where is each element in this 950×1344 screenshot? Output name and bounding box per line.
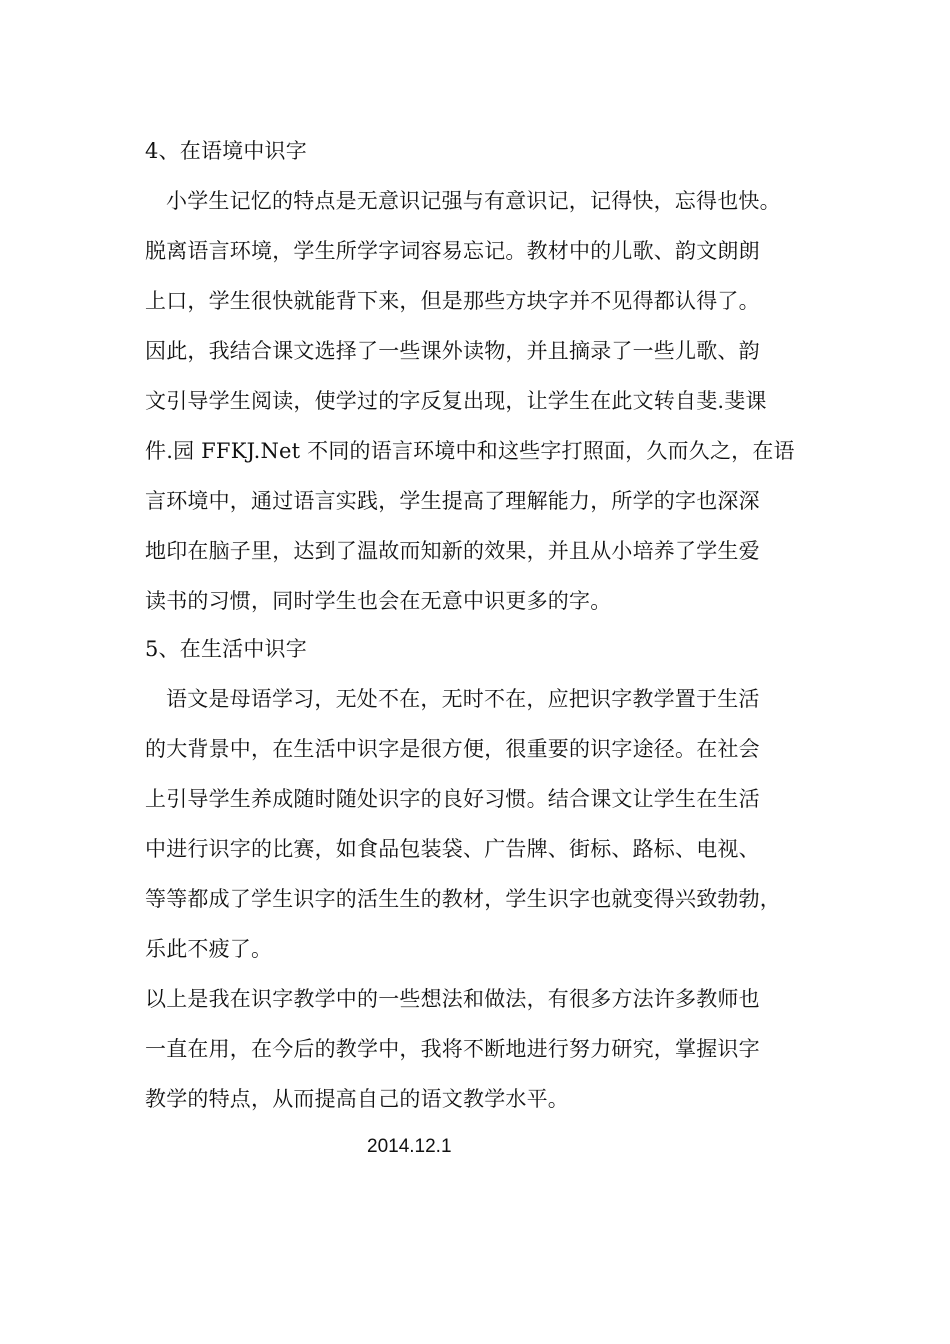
paragraph-line: 乐此不疲了。 — [145, 937, 273, 961]
paragraph-line: 地印在脑子里，达到了温故而知新的效果，并且从小培养了学生爱 — [145, 539, 760, 563]
paragraph-line: 语文是母语学习，无处不在，无时不在，应把识字教学置于生活 — [166, 687, 760, 711]
conclusion-line: 以上是我在识字教学中的一些想法和做法，有很多方法许多教师也 — [145, 987, 760, 1011]
section-heading-5: 5、在生活中识字 — [145, 637, 307, 661]
document-date: 2014.12.1 — [367, 1136, 452, 1157]
paragraph-line: 言环境中，通过语言实践，学生提高了理解能力，所学的字也深深 — [145, 489, 760, 513]
paragraph-line: 小学生记忆的特点是无意识记强与有意识记，记得快，忘得也快。 — [166, 189, 781, 213]
paragraph-line: 件.园 FFKJ.Net 不同的语言环境中和这些字打照面，久而久之，在语 — [145, 439, 795, 463]
paragraph-line: 上引导学生养成随时随处识字的良好习惯。结合课文让学生在生活 — [145, 787, 760, 811]
paragraph-line: 等等都成了学生识字的活生生的教材，学生识字也就变得兴致勃勃， — [145, 887, 781, 911]
paragraph-line: 脱离语言环境，学生所学字词容易忘记。教材中的儿歌、韵文朗朗 — [145, 239, 760, 263]
conclusion-line: 一直在用，在今后的教学中，我将不断地进行努力研究，掌握识字 — [145, 1037, 760, 1061]
paragraph-line: 读书的习惯，同时学生也会在无意中识更多的字。 — [145, 589, 612, 613]
section-heading-4: 4、在语境中识字 — [145, 139, 307, 163]
paragraph-line: 中进行识字的比赛，如食品包装袋、广告牌、街标、路标、电视、 — [145, 837, 760, 861]
paragraph-line: 的大背景中，在生活中识字是很方便，很重要的识字途径。在社会 — [145, 737, 760, 761]
paragraph-line: 因此，我结合课文选择了一些课外读物，并且摘录了一些儿歌、韵 — [145, 339, 760, 363]
conclusion-line: 教学的特点，从而提高自己的语文教学水平。 — [145, 1087, 569, 1111]
paragraph-line: 文引导学生阅读，使学过的字反复出现，让学生在此文转自斐.斐课 — [145, 389, 767, 413]
paragraph-line: 上口，学生很快就能背下来，但是那些方块字并不见得都认得了。 — [145, 289, 760, 313]
